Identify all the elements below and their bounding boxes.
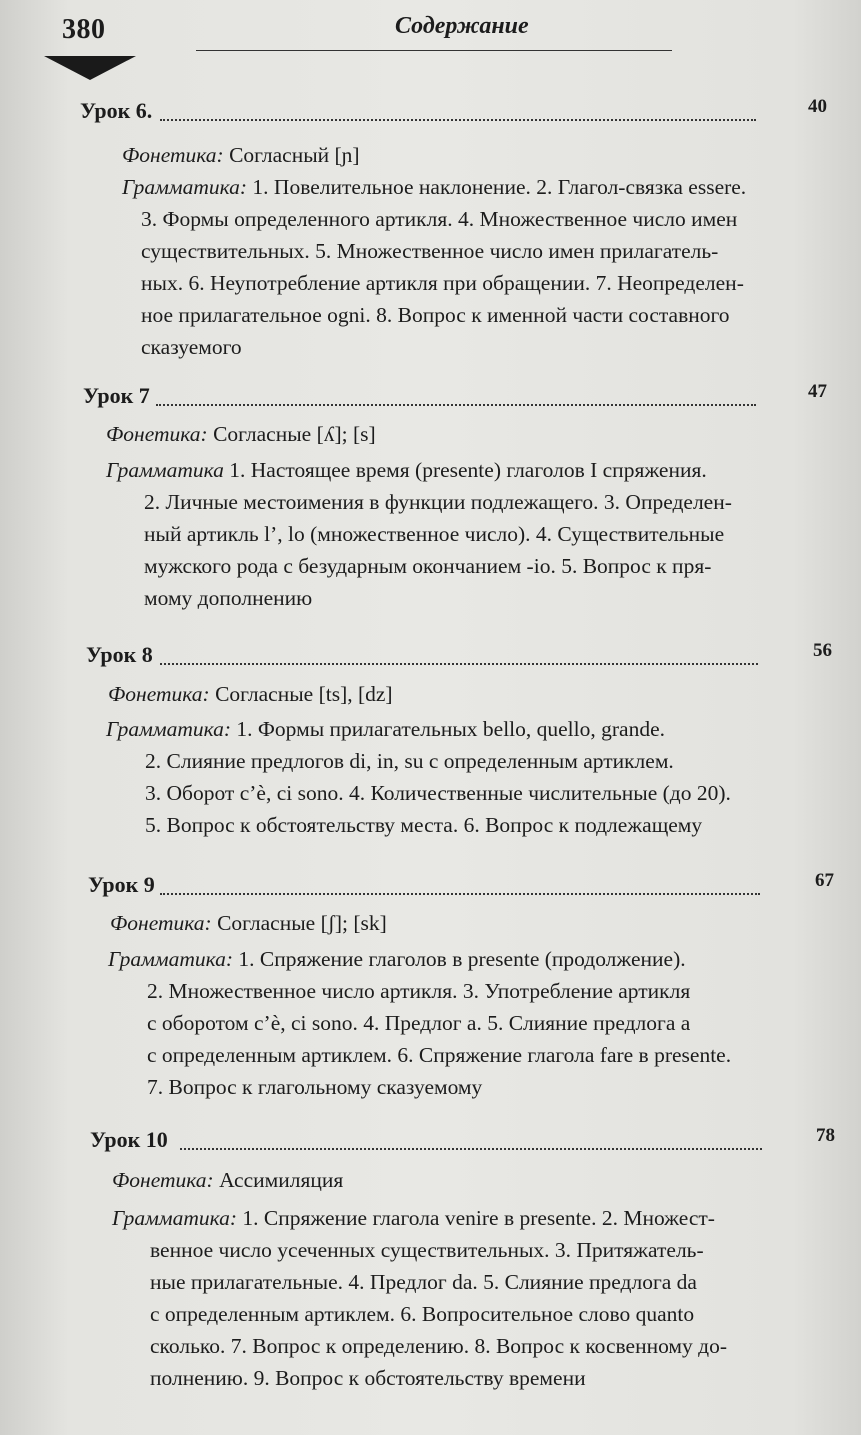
grammar-line: 3. Оборот c’è, ci sono. 4. Количественные числительные (до 20). [145,781,731,805]
lesson-title: Урок 9 [88,872,155,897]
grammar-line: мому дополнению [144,586,313,610]
phonetics-line [122,140,360,170]
dot-leader [160,893,760,895]
grammar-line: сколько. 7. Вопрос к определению. 8. Вопрос к косвенному до- [150,1334,728,1358]
grammar-line [112,1203,715,1233]
lesson-title: Урок 7 [83,383,150,408]
phonetics-line [108,679,393,709]
grammar-label: Грамматика: [108,947,234,971]
phonetics-label: Фонетика: [110,911,212,935]
dot-leader [156,404,756,406]
lesson-title: Урок 8 [86,642,153,667]
grammar-line: 7. Вопрос к глагольному сказуемому [147,1075,483,1099]
grammar-line: 3. Формы определенного артикля. 4. Множественное число имен [141,207,738,231]
phonetics-label: Фонетика: [112,1168,214,1192]
grammar-label: Грамматика: [122,175,248,199]
grammar-line [108,944,686,974]
phonetics-line [112,1165,343,1195]
lesson-title: Урок 6. [80,98,153,123]
grammar-line: мужского рода с безударным окончанием -io. 5. Вопрос к пря- [144,554,712,578]
dot-leader [160,663,758,665]
grammar-text: 1. Спряжение глагола venire в presente. 2. Множест- [242,1206,715,1230]
phonetics-text: Согласные [ts], [dz] [215,682,393,706]
phonetics-label: Фонетика: [106,422,208,446]
lesson-page-ref: 56 [813,640,832,661]
phonetics-line [110,908,387,938]
lesson-page-ref: 40 [808,96,827,117]
phonetics-text: Согласный [ɲ] [229,143,360,167]
grammar-line: с оборотом c’è, ci sono. 4. Предлог a. 5. Слияние предлога a [147,1011,691,1035]
grammar-line [106,455,707,485]
grammar-line: полнению. 9. Вопрос к обстоятельству времени [150,1366,586,1390]
dot-leader [160,119,756,121]
phonetics-label: Фонетика: [108,682,210,706]
grammar-line: с определенным артиклем. 6. Вопросительное слово quanto [150,1302,695,1326]
grammar-text: 1. Формы прилагательных bello, quello, grande. [236,717,665,741]
grammar-text: 1. Настоящее время (presente) глаголов I спряжения. [229,458,707,482]
grammar-line: 2. Слияние предлогов di, in, su с определенным артиклем. [145,749,674,773]
section-title: Содержание [395,13,529,39]
grammar-line: ное прилагательное ogni. 8. Вопрос к именной части составного [141,303,730,327]
grammar-line: сказуемого [141,335,242,359]
grammar-text: 1. Спряжение глаголов в presente (продолжение). [238,947,686,971]
grammar-line: ные прилагательные. 4. Предлог da. 5. Слияние предлога da [150,1270,697,1294]
page-number: 380 [62,14,106,45]
arrow-marker-icon [44,56,136,80]
grammar-line: с определенным артиклем. 6. Спряжение глагола fare в presente. [147,1043,732,1067]
grammar-label: Грамматика [106,458,224,482]
grammar-line [122,172,746,202]
grammar-line [106,714,665,744]
header-rule [196,50,672,51]
phonetics-label: Фонетика: [122,143,224,167]
phonetics-text: Ассимиляция [219,1168,344,1192]
grammar-line: 5. Вопрос к обстоятельству места. 6. Вопрос к подлежащему [145,813,703,837]
page-header [0,0,861,110]
grammar-line: ных. 6. Неупотребление артикля при обращении. 7. Неопределен- [141,271,744,295]
grammar-line: ный артикль l’, lo (множественное число). 4. Существительные [144,522,725,546]
grammar-line: существительных. 5. Множественное число имен прилагатель- [141,239,719,263]
grammar-line: венное число усеченных существительных. 3. Притяжатель- [150,1238,704,1262]
phonetics-line [106,419,376,449]
grammar-line: 2. Личные местоимения в функции подлежащего. 3. Определен- [144,490,732,514]
phonetics-text: Согласные [ʎ]; [s] [213,422,376,446]
lesson-page-ref: 47 [808,381,827,402]
phonetics-text: Согласные [ʃ]; [sk] [217,911,387,935]
grammar-line: 2. Множественное число артикля. 3. Употребление артикля [147,979,691,1003]
dot-leader [180,1148,762,1150]
grammar-label: Грамматика: [106,717,232,741]
lesson-page-ref: 78 [816,1125,835,1146]
grammar-label: Грамматика: [112,1206,238,1230]
lesson-page-ref: 67 [815,870,834,891]
lesson-title: Урок 10 [90,1127,168,1152]
grammar-text: 1. Повелительное наклонение. 2. Глагол-связка essere. [252,175,747,199]
